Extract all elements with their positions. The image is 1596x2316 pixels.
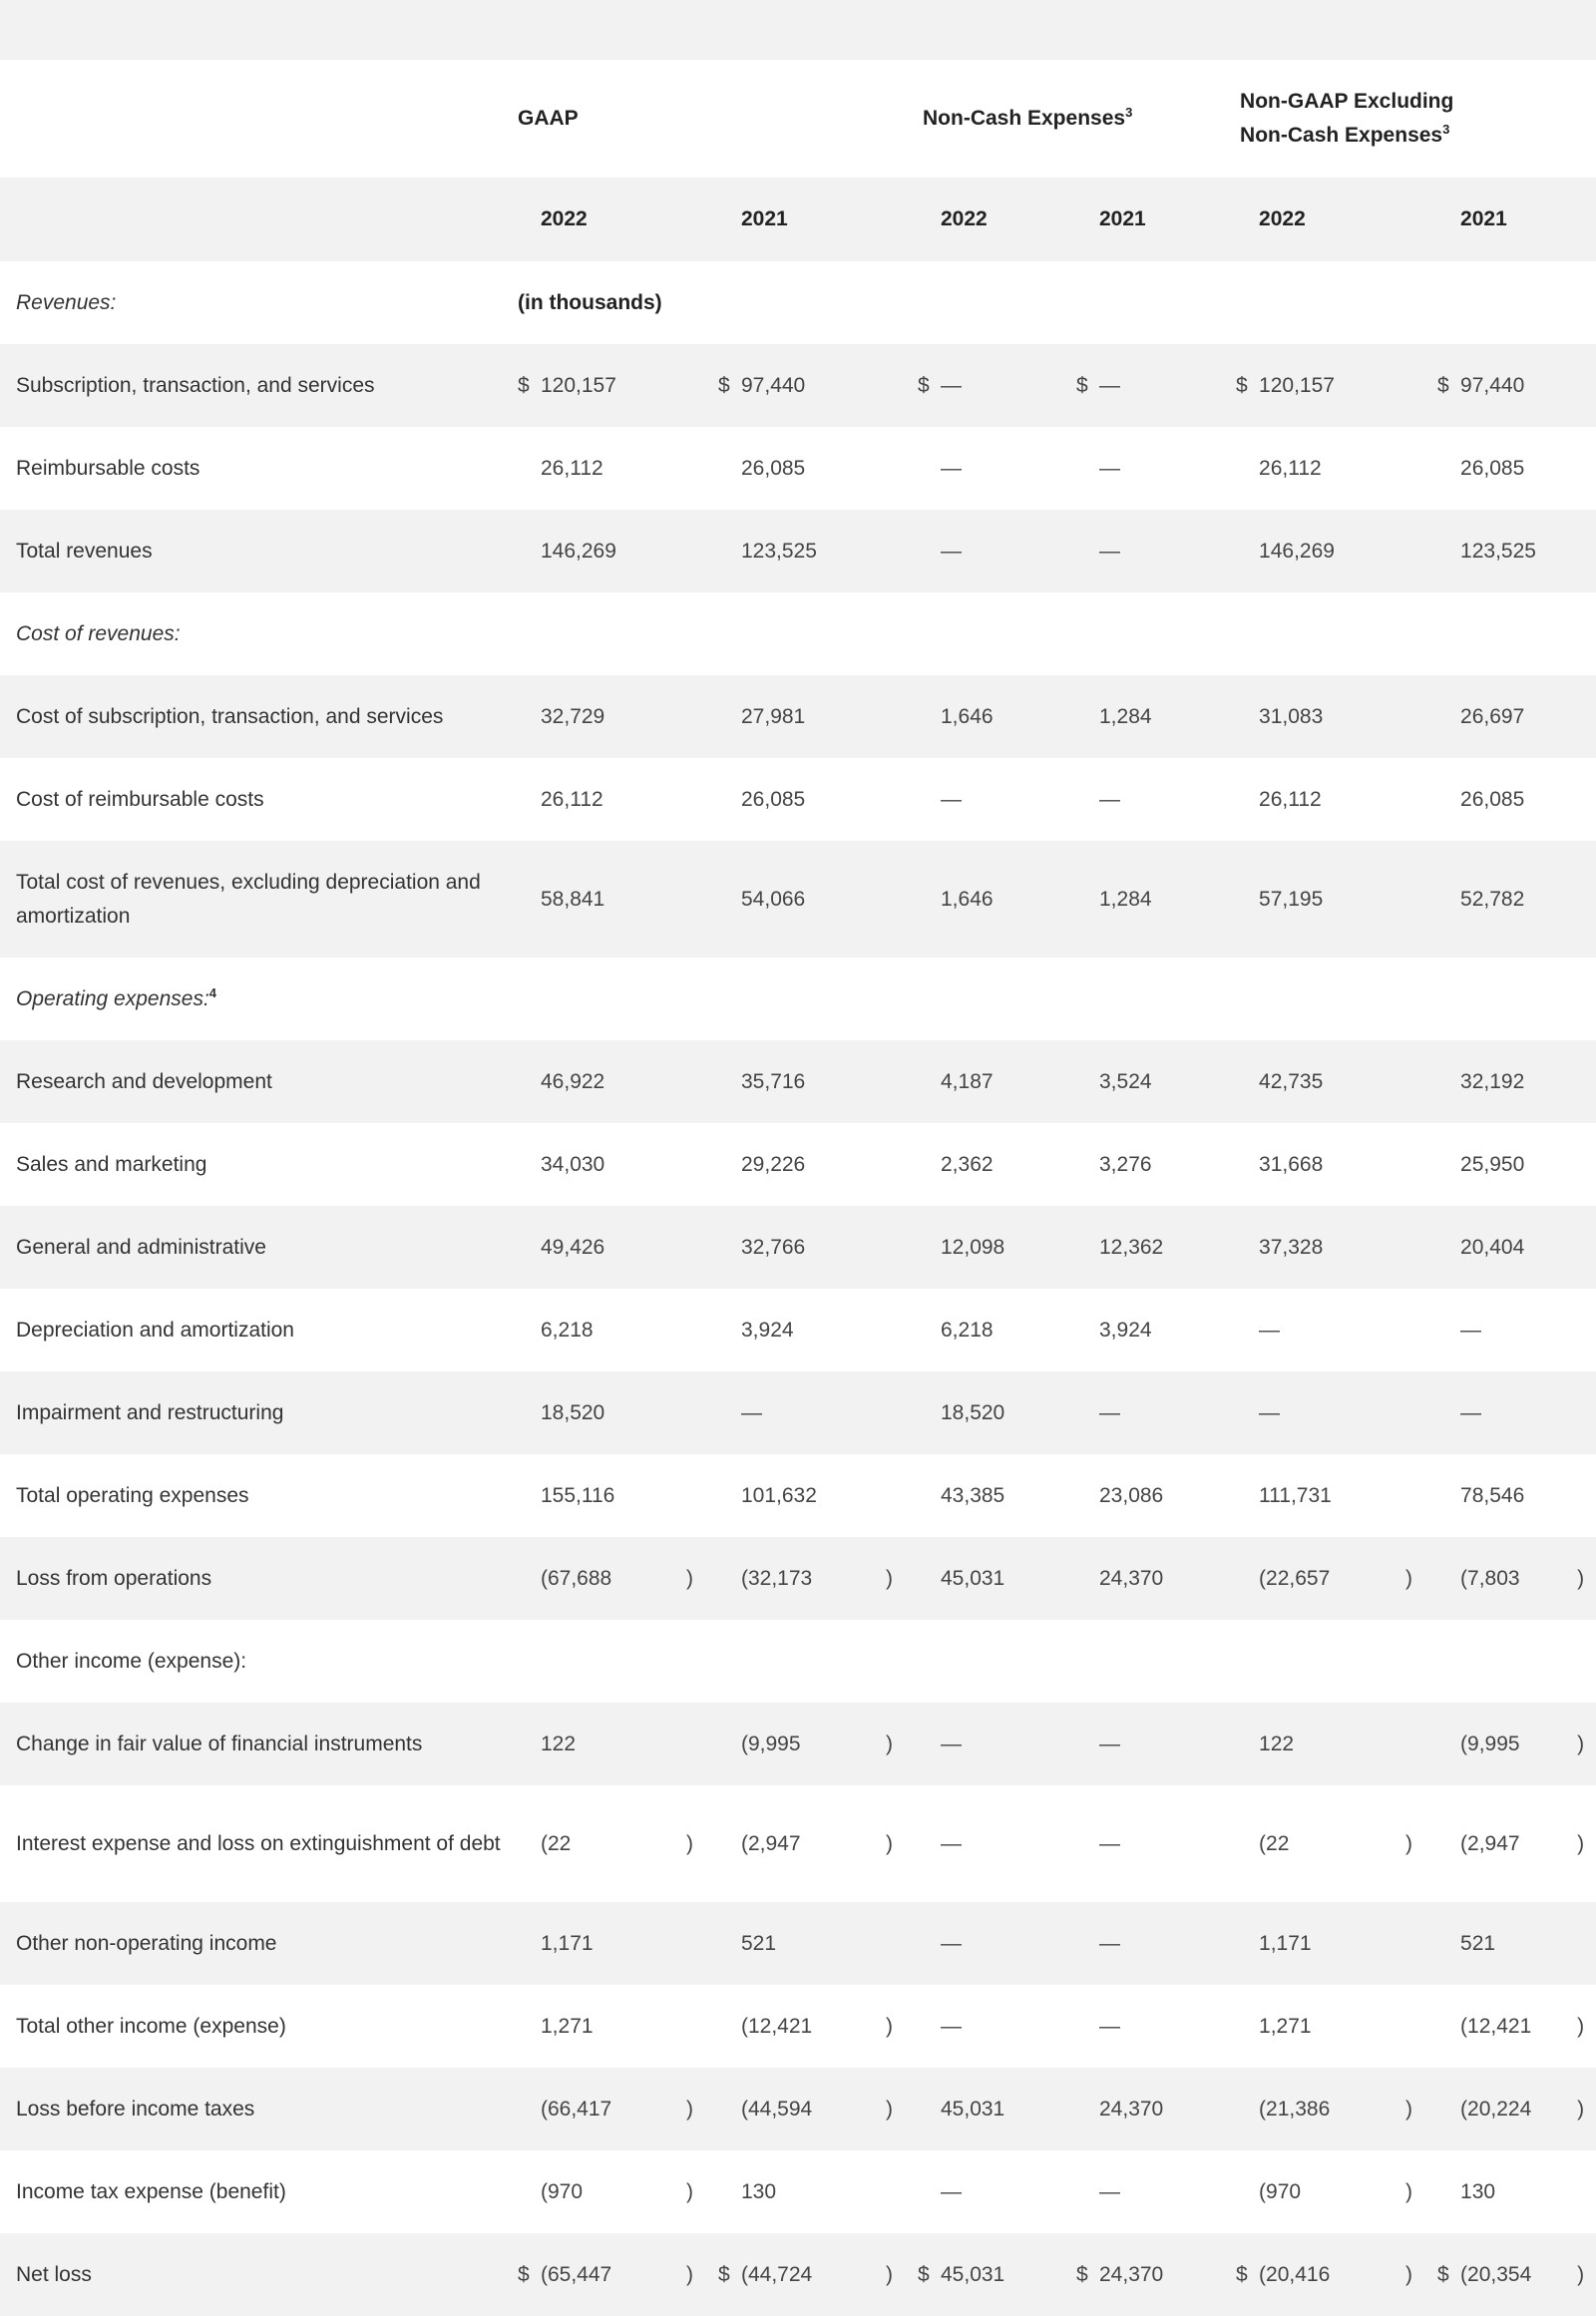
table-cell: — — [1099, 1902, 1219, 1985]
table-cell: — — [941, 2179, 962, 2203]
table-row — [0, 510, 1596, 592]
table-cell: — — [1460, 1371, 1596, 1454]
table-cell: 1,271 — [541, 2014, 594, 2038]
table-cell: (9,995 ) — [741, 1703, 901, 1785]
table-cell: 3,276 — [1099, 1152, 1152, 1176]
section-row — [0, 958, 1596, 1040]
table-cell: 6,218 — [541, 1318, 594, 1342]
units-note: (in thousands) — [518, 290, 662, 314]
currency-symbol: $ — [1059, 344, 1099, 427]
table-cell: — — [1259, 1318, 1281, 1342]
table-cell: (66,417 ) — [541, 2068, 701, 2150]
row-label: Reimbursable costs — [16, 456, 200, 480]
row-label: Impairment and restructuring — [0, 1371, 501, 1454]
table-cell: 1,646 — [941, 675, 1059, 758]
table-cell: — — [1099, 456, 1120, 480]
row-label: Total cost of revenues, excluding depreciation and amortization — [0, 841, 501, 958]
table-cell: — — [941, 787, 962, 811]
table-row — [0, 2150, 1596, 2233]
table-cell: 12,362 — [1099, 1206, 1219, 1289]
table-cell: 32,729 — [541, 675, 701, 758]
table-cell: 26,085 — [1460, 456, 1525, 480]
year-header: 2022 — [941, 178, 1059, 261]
table-cell: 123,525 — [1460, 510, 1596, 592]
row-label: Other non-operating income — [0, 1902, 501, 1985]
currency-symbol: $ — [501, 2233, 541, 2316]
table-cell: 24,370 — [1099, 1537, 1219, 1620]
table-cell: — — [1099, 2014, 1120, 2038]
non-gaap-header-line1: Non-GAAP Excluding — [1240, 90, 1454, 113]
table-cell: — — [941, 1703, 1059, 1785]
table-cell: 42,735 — [1259, 1040, 1420, 1123]
table-cell: — — [1099, 787, 1120, 811]
table-cell: 1,284 — [1099, 841, 1219, 958]
gaap-header: GAAP — [518, 107, 579, 130]
table-cell: — — [741, 1371, 901, 1454]
table-cell: (9,995 ) — [1460, 1703, 1596, 1785]
table-cell: (20,354 ) — [1460, 2233, 1596, 2316]
table-row — [0, 1206, 1596, 1289]
table-cell: 45,031 — [941, 2068, 1059, 2150]
row-label: Loss before income taxes — [0, 2068, 501, 2150]
currency-symbol: $ — [901, 2233, 941, 2316]
table-cell: 521 — [1460, 1902, 1596, 1985]
row-label: Subscription, transaction, and services — [0, 344, 501, 427]
table-cell: 18,520 — [941, 1371, 1059, 1454]
table-cell: 26,112 — [541, 787, 603, 811]
table-cell: 101,632 — [741, 1483, 817, 1507]
row-label: Total other income (expense) — [16, 2014, 286, 2038]
table-cell: 32,766 — [741, 1206, 901, 1289]
table-cell: 43,385 — [941, 1483, 1005, 1507]
top-band — [0, 0, 1596, 60]
table-cell: — — [1099, 1703, 1219, 1785]
year-header-row — [0, 178, 1596, 261]
section-label: Operating expenses:$^4$ — [16, 984, 217, 1010]
table-cell: 24,370 — [1099, 2068, 1219, 2150]
currency-symbol: $ — [1420, 2233, 1460, 2316]
table-cell: 146,269 — [541, 510, 701, 592]
row-label: Change in fair value of financial instruments — [0, 1703, 501, 1785]
section-row — [0, 592, 1596, 675]
table-cell: 2,362 — [941, 1152, 994, 1176]
table-cell: — — [1099, 344, 1219, 427]
non-cash-expenses-header: Non-Cash Expenses$^3$ — [923, 105, 1133, 130]
row-label: Cost of reimbursable costs — [16, 787, 264, 811]
table-cell: 1,646 — [941, 841, 1059, 958]
table-cell: — — [941, 1831, 962, 1855]
table-cell: 1,171 — [541, 1902, 701, 1985]
table-cell: 26,085 — [1460, 787, 1525, 811]
table-cell: 130 — [1460, 2179, 1496, 2203]
financial-table — [0, 60, 1596, 2316]
table-cell: 123,525 — [741, 510, 901, 592]
table-cell: — — [941, 344, 1059, 427]
table-row — [0, 1785, 1596, 1902]
table-cell: 97,440 — [1460, 344, 1596, 427]
table-cell: 24,370 — [1099, 2233, 1219, 2316]
year-header: 2021 — [741, 178, 901, 261]
table-cell: 26,085 — [741, 456, 806, 480]
table-cell: 26,112 — [1259, 787, 1322, 811]
table-cell: — — [1259, 1371, 1420, 1454]
table-cell: (44,594 ) — [741, 2068, 901, 2150]
table-cell: — — [941, 456, 962, 480]
table-cell: (21,386 ) — [1259, 2068, 1420, 2150]
table-cell: 111,731 — [1259, 1483, 1332, 1507]
table-row — [0, 675, 1596, 758]
table-cell: — — [1099, 510, 1219, 592]
table-cell: (22 ) — [1259, 1831, 1413, 1855]
table-cell: 1,284 — [1099, 675, 1219, 758]
table-cell: (44,724 ) — [741, 2233, 901, 2316]
year-header: 2021 — [1099, 178, 1219, 261]
table-cell: — — [941, 2014, 962, 2038]
table-cell: 78,546 — [1460, 1483, 1525, 1507]
section-label: Other income (expense): — [16, 1649, 247, 1673]
table-cell: 46,922 — [541, 1040, 701, 1123]
table-cell: 45,031 — [941, 1537, 1059, 1620]
table-cell: (2,947 ) — [1460, 1831, 1585, 1855]
currency-symbol: $ — [1420, 344, 1460, 427]
table-cell: 97,440 — [741, 344, 901, 427]
section-row — [0, 1620, 1596, 1703]
table-cell: — — [1099, 1831, 1120, 1855]
table-cell: 3,524 — [1099, 1040, 1219, 1123]
year-header: 2021 — [1460, 178, 1596, 261]
section-row — [0, 261, 1596, 344]
row-label: Income tax expense (benefit) — [16, 2179, 286, 2203]
row-label: Cost of subscription, transaction, and services — [0, 675, 501, 758]
table-cell: 120,157 — [541, 344, 701, 427]
table-cell: — — [1099, 2179, 1120, 2203]
table-cell: (12,421 ) — [1460, 2014, 1585, 2038]
table-cell: (2,947 ) — [741, 1831, 893, 1855]
table-cell: 18,520 — [541, 1371, 701, 1454]
table-cell: 57,195 — [1259, 841, 1420, 958]
row-label: Total revenues — [0, 510, 501, 592]
currency-symbol: $ — [1059, 2233, 1099, 2316]
non-gaap-header-line2: Non-Cash Expenses$^3$ — [1240, 122, 1450, 147]
table-cell: 122 — [541, 1703, 701, 1785]
table-cell: — — [1099, 1371, 1219, 1454]
table-cell: (22 ) — [541, 1831, 693, 1855]
table-cell: 37,328 — [1259, 1206, 1420, 1289]
table-cell: (32,173 ) — [741, 1537, 901, 1620]
section-label: Revenues: — [16, 290, 117, 314]
table-row — [0, 1537, 1596, 1620]
currency-symbol: $ — [701, 344, 741, 427]
table-row — [0, 758, 1596, 841]
table-cell: — — [941, 510, 1059, 592]
row-label: Total operating expenses — [16, 1483, 249, 1507]
table-row — [0, 1454, 1596, 1537]
table-row — [0, 344, 1596, 427]
table-cell: 26,697 — [1460, 675, 1596, 758]
table-cell: 12,098 — [941, 1206, 1059, 1289]
table-cell: 20,404 — [1460, 1206, 1596, 1289]
table-cell: 26,085 — [741, 787, 806, 811]
row-label: Net loss — [0, 2233, 501, 2316]
year-header: 2022 — [1259, 178, 1420, 261]
table-cell: 31,668 — [1259, 1152, 1324, 1176]
table-cell: 146,269 — [1259, 510, 1420, 592]
section-label: Cost of revenues: — [16, 621, 181, 645]
table-cell: (65,447 ) — [541, 2233, 701, 2316]
table-cell: 1,271 — [1259, 2014, 1312, 2038]
table-cell: 120,157 — [1259, 344, 1420, 427]
table-cell: — — [941, 1902, 1059, 1985]
table-cell: (7,803 ) — [1460, 1537, 1596, 1620]
row-label: Research and development — [0, 1040, 501, 1123]
table-cell: — — [1460, 1318, 1482, 1342]
table-cell: 49,426 — [541, 1206, 701, 1289]
row-label: Sales and marketing — [16, 1152, 207, 1176]
table-row — [0, 427, 1596, 510]
table-cell: 45,031 — [941, 2233, 1059, 2316]
table-cell: (970 ) — [541, 2179, 693, 2203]
table-cell: 26,112 — [1259, 456, 1322, 480]
row-label: General and administrative — [0, 1206, 501, 1289]
table-cell: 4,187 — [941, 1040, 1059, 1123]
table-row — [0, 841, 1596, 958]
table-cell: 23,086 — [1099, 1483, 1164, 1507]
table-cell: (970 ) — [1259, 2179, 1413, 2203]
row-label: Interest expense and loss on extinguishment of debt — [16, 1831, 501, 1855]
table-cell: 52,782 — [1460, 841, 1596, 958]
table-cell: (22,657 ) — [1259, 1537, 1420, 1620]
table-cell: 27,981 — [741, 675, 901, 758]
currency-symbol: $ — [1219, 2233, 1259, 2316]
table-cell: (12,421 ) — [741, 2014, 893, 2038]
table-cell: 122 — [1259, 1703, 1420, 1785]
table-cell: 3,924 — [741, 1318, 794, 1342]
table-cell: 1,171 — [1259, 1902, 1420, 1985]
table-cell: 58,841 — [541, 841, 701, 958]
currency-symbol: $ — [501, 344, 541, 427]
table-row — [0, 1371, 1596, 1454]
row-label: Loss from operations — [0, 1537, 501, 1620]
table-cell: (20,416 ) — [1259, 2233, 1420, 2316]
table-cell: 31,083 — [1259, 675, 1420, 758]
table-cell: 3,924 — [1099, 1318, 1152, 1342]
table-cell: (20,224 ) — [1460, 2068, 1596, 2150]
table-row — [0, 2233, 1596, 2316]
row-label: Depreciation and amortization — [16, 1318, 294, 1342]
table-cell: (67,688 ) — [541, 1537, 701, 1620]
table-cell: 155,116 — [541, 1483, 615, 1507]
currency-symbol: $ — [901, 344, 941, 427]
table-cell: 25,950 — [1460, 1152, 1525, 1176]
table-cell: 35,716 — [741, 1040, 901, 1123]
table-cell: 521 — [741, 1902, 901, 1985]
table-row — [0, 1902, 1596, 1985]
column-group-header-row — [0, 60, 1596, 178]
year-header: 2022 — [541, 178, 701, 261]
table-cell: 130 — [741, 2179, 777, 2203]
table-cell: 26,112 — [541, 456, 603, 480]
table-cell: 34,030 — [541, 1152, 605, 1176]
table-cell: 32,192 — [1460, 1040, 1596, 1123]
currency-symbol: $ — [1219, 344, 1259, 427]
table-row — [0, 1289, 1596, 1371]
currency-symbol: $ — [701, 2233, 741, 2316]
table-cell: 6,218 — [941, 1318, 994, 1342]
table-row — [0, 1123, 1596, 1206]
table-cell: 29,226 — [741, 1152, 806, 1176]
table-row — [0, 1985, 1596, 2068]
table-row — [0, 1040, 1596, 1123]
table-row — [0, 1703, 1596, 1785]
table-row — [0, 2068, 1596, 2150]
table-cell: 54,066 — [741, 841, 901, 958]
